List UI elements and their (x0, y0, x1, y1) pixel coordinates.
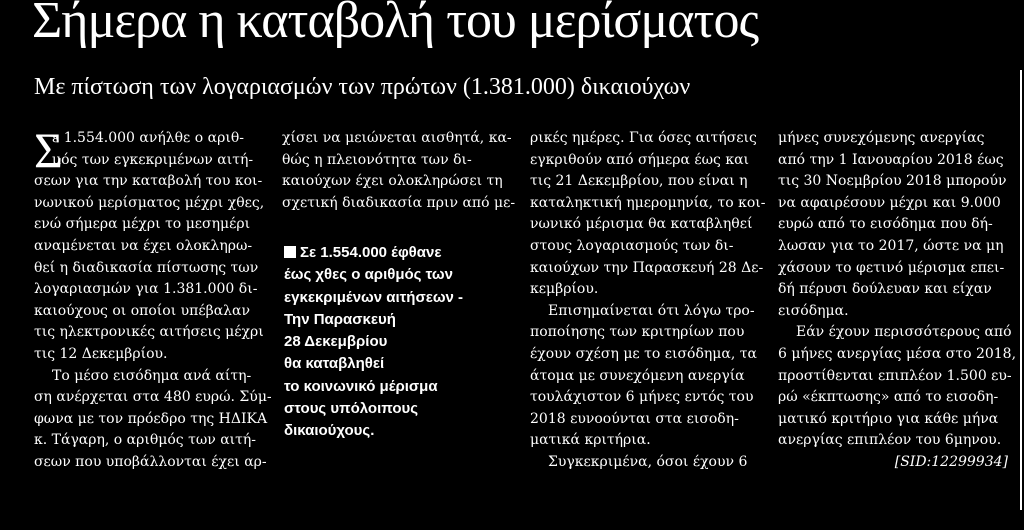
body-line: σεων για την καταβολή του κοι- (34, 173, 263, 190)
pull-quote-line: στους υπόλοιπους (284, 400, 419, 418)
pull-quote (284, 242, 504, 443)
headline: Σήμερα η καταβολή του μερίσματος (32, 0, 759, 49)
body-line: τις 30 Νοεμβρίου 2018 μπορούν (778, 173, 1007, 190)
pull-quote-line: δικαιούχους. (284, 422, 375, 440)
body-line: ρικές ημέρες. Για όσες αιτήσεις (530, 130, 757, 146)
body-line: μός των εγκεκριμένων αιτή- (52, 151, 254, 168)
body-line: Εάν έχουν περισσότερους από (796, 324, 1012, 341)
body-line: ευρώ από το εισόδημα που δή- (778, 216, 993, 233)
body-line: ε 1.554.000 ανήλθε ο αριθ- (52, 130, 244, 146)
body-line: ση ανέρχεται στα 480 ευρώ. Σύμ- (34, 389, 272, 406)
body-line: χίσει να μειώνεται αισθητά, κα- (282, 130, 512, 146)
body-line: Επισημαίνεται ότι λόγω τρο- (548, 302, 755, 319)
body-line: ενώ σήμερα μέχρι το μεσημέρι (34, 216, 251, 233)
body-line: προστίθενται επιπλέον 1.500 ευ- (778, 367, 1012, 384)
pull-quote-line: έως χθες ο αριθμός των (284, 266, 453, 284)
body-line: Συγκεκριμένα, όσοι έχουν 6 (548, 453, 748, 470)
body-line: φωνα με τον πρόεδρο της ΗΔΙΚΑ (34, 410, 268, 427)
body-line: θώς η πλειονότητα των δι- (282, 151, 472, 168)
pull-quote-line: θα καταβληθεί (284, 355, 385, 373)
body-line: στους λογαριασμούς των δι- (530, 237, 734, 254)
body-line: καιούχους οι οποίοι υπέβαλαν (34, 302, 250, 319)
body-line: καταληκτική ημερομηνία, το κοι- (530, 194, 766, 211)
body-line: έχουν σχέση με το εισόδημα, τα (530, 345, 757, 362)
article-column-1 (34, 122, 272, 474)
body-line: καιούχων την Παρασκευή 28 Δε- (530, 259, 764, 276)
pull-quote-line: εγκεκριμένων αιτήσεων - (284, 288, 464, 306)
pull-quote-line: το κοινωνικό μέρισμα (284, 377, 438, 395)
body-line: ματικά κριτήρια. (530, 432, 651, 449)
body-line: από την 1 Ιανουαρίου 2018 έως (778, 151, 1004, 168)
body-line: τις 12 Δεκεμβρίου. (34, 345, 168, 362)
article-column-4 (778, 128, 1017, 474)
subheadline: Με πίστωση των λογαριασμών των πρώτων (1.381.000) δικαιούχων (34, 74, 691, 100)
body-line: εγκριθούν από σήμερα έως και (530, 151, 750, 168)
body-line: κ. Τάγαρη, ο αριθμός των αιτή- (34, 432, 257, 449)
body-line: χάσουν το φετινό μέρισμα επει- (778, 259, 1005, 276)
body-line: 6 μήνες ανεργίας μέσα στο 2018, (778, 345, 1017, 362)
body-line: ρώ «έκπτωσης» από το εισοδη- (778, 389, 999, 406)
body-line: σεων που υποβάλλονται έχει αρ- (34, 453, 267, 470)
body-line: λογαριασμών για 1.381.000 δι- (34, 281, 258, 298)
body-line: νωνικού μερίσματος μέχρι χθες, (34, 194, 265, 211)
body-line: εισόδημα. (778, 302, 849, 319)
square-bullet-icon (284, 246, 296, 258)
pull-quote-line (284, 242, 504, 264)
body-line: σχετική διαδικασία πριν από με- (282, 194, 516, 211)
pull-quote-lead: Σε 1.554.000 έφθανε (300, 244, 442, 261)
body-line: τις ηλεκτρονικές αιτήσεις μέχρι (34, 324, 264, 341)
article-sid: [SID:12299934] (894, 453, 1008, 470)
body-line: θεί η διαδικασία πίστωσης των (34, 259, 259, 276)
pull-quote-line: 28 Δεκεμβρίου (284, 333, 388, 351)
body-line: νωνικό μέρισμα θα καταβληθεί (530, 216, 753, 233)
body-line: Το μέσο εισόδημα ανά αίτη- (52, 367, 252, 384)
article-column-2 (282, 128, 516, 214)
body-line: τις 21 Δεκεμβρίου, που είναι η (530, 173, 748, 190)
body-line: άτομα με συνεχόμενη ανεργία (530, 367, 745, 384)
body-line: μήνες συνεχόμενης ανεργίας (778, 130, 985, 146)
body-line: κεμβρίου. (530, 281, 599, 298)
body-line: δή πέρυσι δούλευαν και είχαν (778, 281, 992, 298)
drop-cap: Σ (34, 122, 64, 178)
body-line: ματικό κριτήριο για κάθε μήνα (778, 410, 999, 427)
body-line: ανεργίας επιπλέον του 6μηνου. (778, 432, 1002, 449)
body-line: αναμένεται να έχει ολοκληρω- (34, 237, 253, 254)
pull-quote-line: Την Παρασκευή (284, 310, 396, 328)
right-edge-rule (1020, 70, 1022, 510)
body-line: καιούχων έχει ολοκληρώσει τη (282, 173, 503, 190)
body-line: λωσαν για το 2017, ώστε να μη (778, 237, 1004, 254)
article-column-3 (530, 128, 766, 474)
body-line: ποποίησης των κριτηρίων που (530, 324, 745, 341)
body-line: να αφαιρέσουν μέχρι και 9.000 (778, 194, 1001, 211)
body-line: 2018 ευνοούνται στα εισοδη- (530, 410, 739, 427)
body-line: τουλάχιστον 6 μήνες εντός του (530, 389, 754, 406)
